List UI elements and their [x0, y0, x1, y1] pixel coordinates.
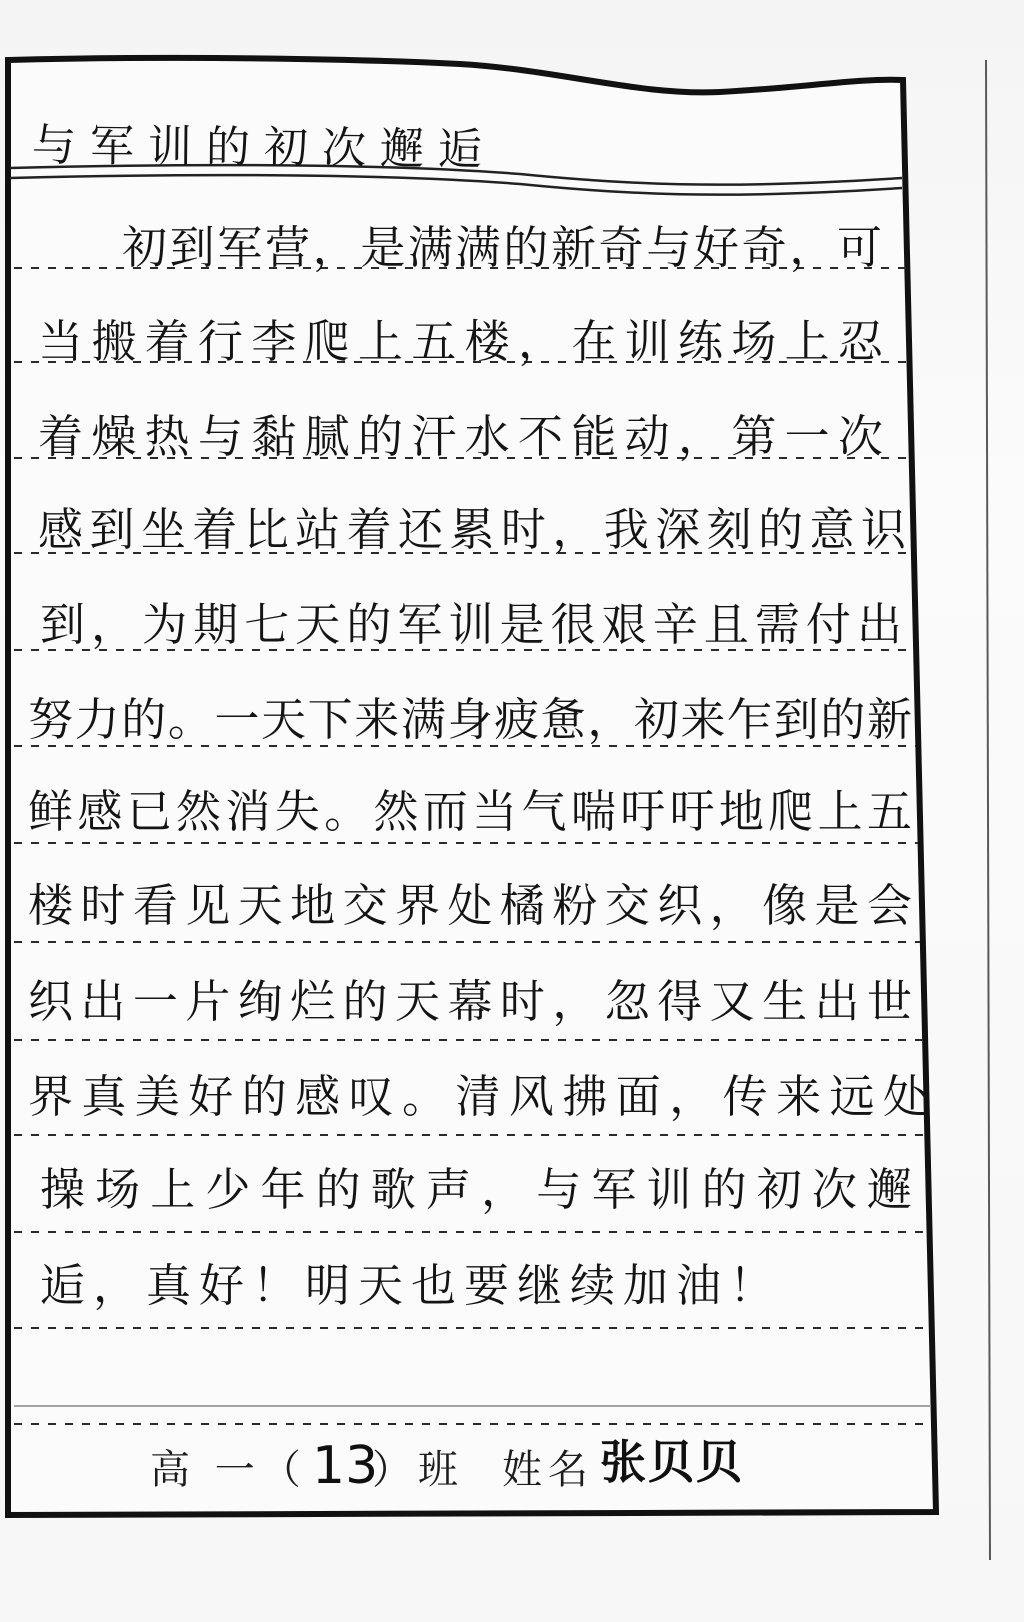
- essay-line: 界真美好的感叹。清风拂面，传来远处: [28, 1070, 928, 1123]
- student-name: 张贝贝: [600, 1435, 744, 1489]
- essay-line: 初到军营，是满满的新奇与好奇，可: [122, 221, 882, 274]
- grade-label: 高 一（: [150, 1447, 307, 1493]
- essay-line: 着燥热与黏腻的汗水不能动，第一次: [38, 410, 883, 463]
- essay-line: 楼时看见天地交界处橘粉交织，像是会: [28, 879, 912, 932]
- essay-title: 与军训的初次邂逅: [31, 120, 497, 176]
- essay-line: 感到坐着比站着还累时，我深刻的意识: [38, 503, 906, 556]
- class-number: 13: [312, 1436, 379, 1496]
- essay-line: 鲜感已然消失。然而当气喘吁吁地爬上五: [28, 785, 912, 838]
- class-label: ）班: [372, 1447, 464, 1493]
- essay-line: 努力的。一天下来满身疲惫，初来乍到的新: [28, 693, 912, 746]
- essay-line: 操场上少年的歌声，与军训的初次邂: [40, 1163, 912, 1216]
- essay-line: 到，为期七天的军训是很艰辛且需付出: [40, 598, 902, 651]
- adjacent-page-edge: [986, 60, 990, 1560]
- essay-line: 当搬着行李爬上五楼，在训练场上忍: [38, 315, 883, 368]
- name-label: 姓名: [502, 1447, 594, 1493]
- essay-line: 逅，真好！明天也要继续加油！: [40, 1259, 783, 1312]
- essay-line: 织出一片绚烂的天幕时，忽得又生出世: [28, 975, 912, 1028]
